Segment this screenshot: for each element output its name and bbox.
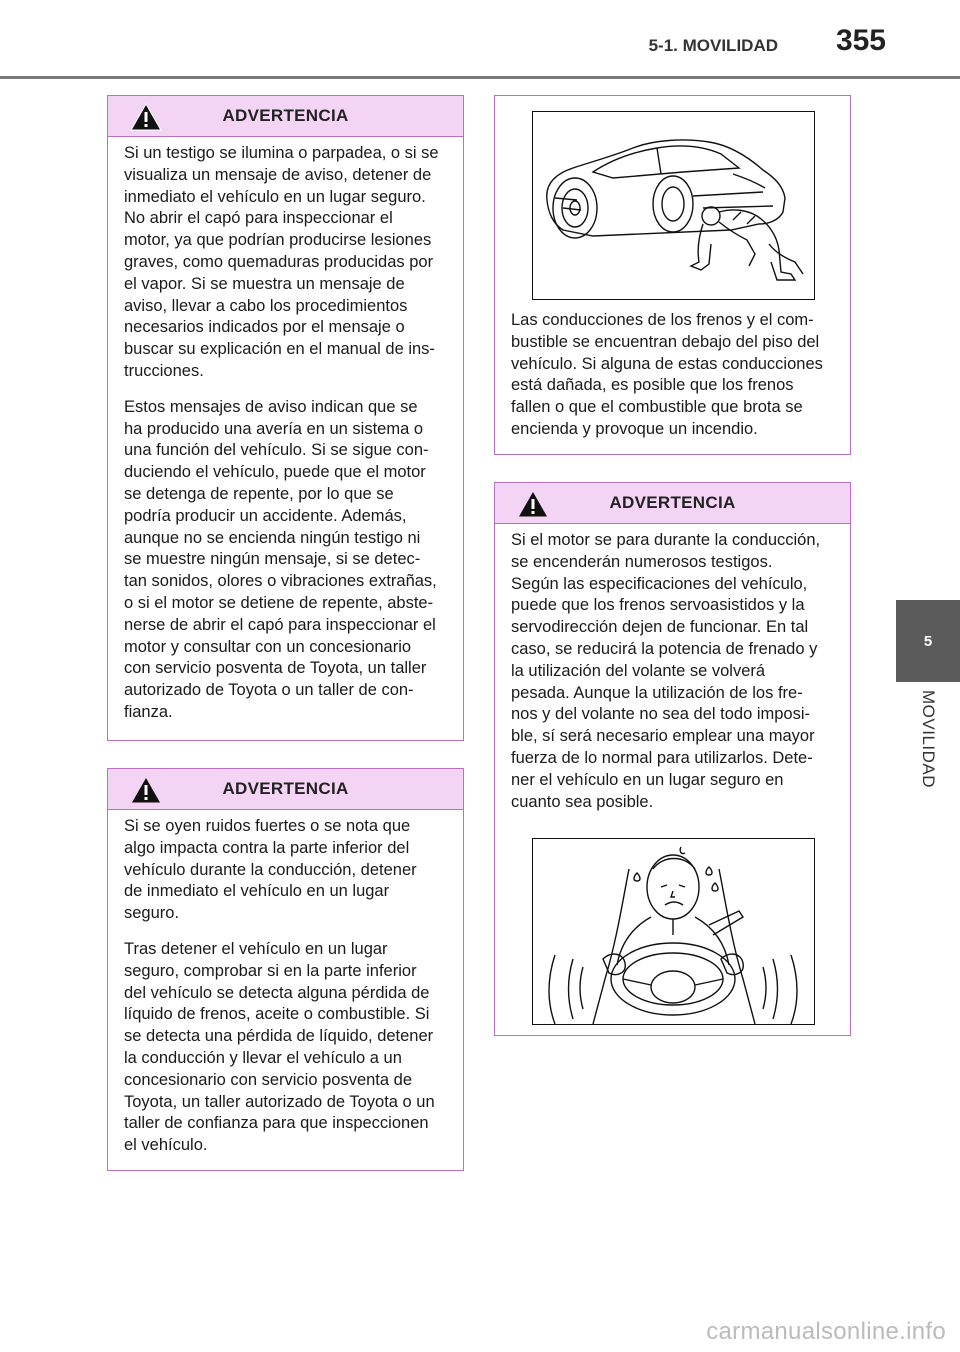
car-inspection-drawing: [533, 112, 814, 299]
warning-triangle-icon: [130, 776, 162, 804]
warning-paragraph: Estos mensajes de aviso indican que se ha producido una avería en un sistema o una función del vehículo. Si se sigue con- duciendo el vehículo, puede que el motor se detenga de repente, por lo que se podría producir un accidente. Además, aunque no se encienda ningún testigo ni se muestre ningún mensaje, si se detec- tan sonidos, olores o vibraciones extrañas, o si el motor se detiene de repente, abste- nerse de abrir el capó para inspeccionar el motor y consultar con un concesionario con servicio posventa de Toyota, un taller autorizado de Toyota o un taller de con- fianza.: [124, 397, 437, 721]
warning-header: [108, 769, 463, 810]
warning-title: ADVERTENCIA: [222, 779, 349, 798]
warning-title: ADVERTENCIA: [609, 493, 736, 512]
chapter-tab: [896, 600, 960, 682]
header-divider: [0, 76, 960, 79]
watermark: carmanualsonline.info: [706, 1318, 946, 1345]
warning-body: [108, 810, 463, 1157]
warning-continuation-box: [494, 95, 851, 455]
driver-steering-drawing: [533, 839, 814, 1024]
page-number: 355: [835, 24, 886, 57]
warning-paragraph: Si se oyen ruidos fuertes o se nota que algo impacta contra la parte inferior del vehículo durante la conducción, detener de inmediato el vehículo en un lugar seguro.: [124, 817, 417, 923]
warning-box-3: [494, 482, 851, 1036]
warning-paragraph: Si un testigo se ilumina o parpadea, o si se visualiza un mensaje de aviso, detener de inmediato el vehículo en un lugar seguro. No abrir el capó para inspeccionar el motor, ya que podrían producirse lesiones graves, como quemaduras producidas por el vapor. Si se muestra un mensaje de aviso, llevar a cabo los procedimientos necesarios indicados por el mensaje o buscar su explicación en el manual de ins- trucciones.: [124, 144, 439, 380]
warning-box-1: [107, 95, 464, 741]
warning-title: ADVERTENCIA: [222, 106, 349, 125]
warning-body: [108, 137, 463, 724]
warning-triangle-icon: [517, 490, 549, 518]
section-title: 5-1. MOVILIDAD: [648, 36, 778, 55]
warning-box-2: [107, 768, 464, 1171]
warning-header: [108, 96, 463, 137]
warning-paragraph: Tras detener el vehículo en un lugar seguro, comprobar si en la parte inferior del vehículo se detecta alguna pérdida de líquido de frenos, aceite o combustible. Si se detecta una pérdida de líquido, detener la conducción y llevar el vehículo a un concesionario con servicio posventa de Toyota, un taller autorizado de Toyota o un taller de confianza para que inspeccionen el vehículo.: [124, 939, 435, 1155]
warning-triangle-icon: [130, 103, 162, 131]
car-underside-illustration: [532, 111, 815, 300]
chapter-label: MOVILIDAD: [919, 690, 938, 789]
warning-body: Si el motor se para durante la conducción, se encenderán numerosos testigos. Según las especificaciones del vehículo, puede que los frenos servoasistidos y la servodirección dejen de funcionar. En tal caso, se reducirá la potencia de frenado y la utilización del volante se volverá pesada. Aunque la utilización de los fre- nos y del volante no sea del todo imposi- ble, sí será necesario emplear una mayor fuerza de lo normal para utilizarlos. Dete- ner el vehículo en un lugar seguro en cuanto sea posible.: [511, 531, 821, 811]
chapter-number: 5: [923, 632, 933, 650]
warning-header: [495, 483, 850, 524]
continuation-text: Las conducciones de los frenos y el com- bustible se encuentran debajo del piso del vehículo. Si alguna de estas conducciones está dañada, es posible que los frenos fallen o que el combustible que brota se encienda y provoque un incendio.: [511, 311, 823, 438]
driver-steering-illustration: [532, 838, 815, 1025]
